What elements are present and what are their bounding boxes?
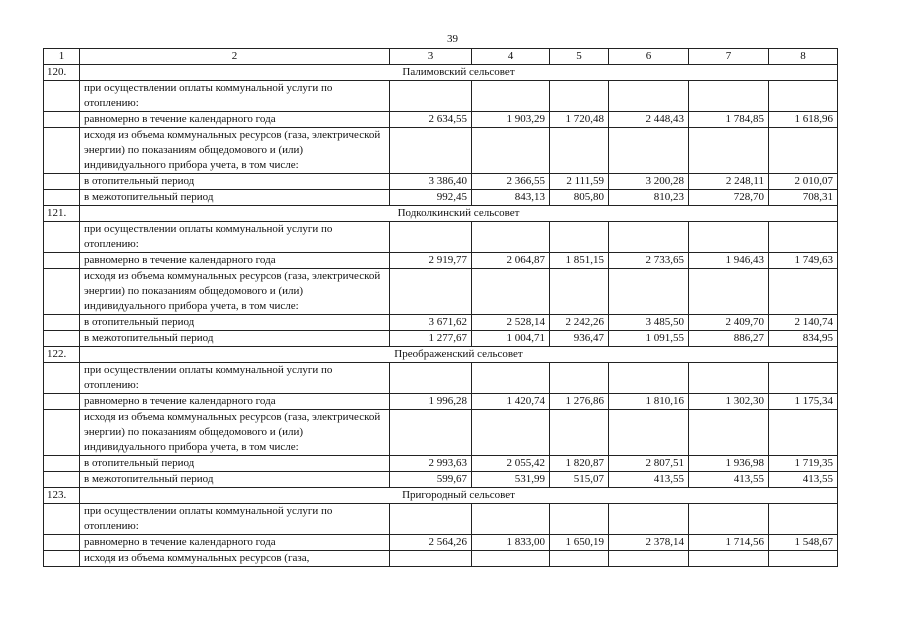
section-row	[44, 65, 838, 81]
empty-cell	[609, 81, 689, 112]
index-cell	[44, 551, 80, 567]
value-cell: 3 485,50	[609, 315, 689, 331]
row-label: равномерно в течение календарного года	[80, 112, 390, 128]
value-cell: 1 996,28	[390, 394, 472, 410]
row-label: равномерно в течение календарного года	[80, 535, 390, 551]
index-cell	[44, 472, 80, 488]
empty-cell	[472, 410, 550, 456]
value-cell: 1 004,71	[472, 331, 550, 347]
interheating-row	[44, 331, 838, 347]
value-cell: 531,99	[472, 472, 550, 488]
value-cell: 1 420,74	[472, 394, 550, 410]
empty-cell	[472, 222, 550, 253]
value-cell: 1 784,85	[689, 112, 769, 128]
header-cell: 8	[769, 49, 838, 65]
value-cell: 1 903,29	[472, 112, 550, 128]
empty-cell	[390, 363, 472, 394]
value-cell: 3 671,62	[390, 315, 472, 331]
header-cell: 7	[689, 49, 769, 65]
value-cell: 810,23	[609, 190, 689, 206]
value-cell: 1 749,63	[769, 253, 838, 269]
heating-row	[44, 456, 838, 472]
provision-label: при осуществлении оплаты коммунальной услуги по отоплению:	[80, 222, 390, 253]
empty-cell	[609, 128, 689, 174]
value-cell: 1 548,67	[769, 535, 838, 551]
value-cell: 2 733,65	[609, 253, 689, 269]
value-cell: 1 720,48	[550, 112, 609, 128]
empty-cell	[769, 551, 838, 567]
empty-cell	[390, 222, 472, 253]
index-cell	[44, 535, 80, 551]
based-on-label: исходя из объема коммунальных ресурсов (газа, электрической энергии) по показаниям общедомового и (или) индивидуального прибора учета, в том числе:	[80, 269, 390, 315]
section-name: Пригородный сельсовет	[80, 488, 838, 504]
empty-cell	[609, 269, 689, 315]
value-cell: 2 807,51	[609, 456, 689, 472]
empty-cell	[472, 269, 550, 315]
value-cell: 1 175,34	[769, 394, 838, 410]
empty-cell	[689, 551, 769, 567]
empty-cell	[550, 269, 609, 315]
uniform-row	[44, 535, 838, 551]
value-cell: 992,45	[390, 190, 472, 206]
empty-cell	[689, 81, 769, 112]
heating-row	[44, 174, 838, 190]
based-on-label: исходя из объема коммунальных ресурсов (газа, электрической энергии) по показаниям общедомового и (или) индивидуального прибора учета, в том числе:	[80, 410, 390, 456]
section-name: Подколкинский сельсовет	[80, 206, 838, 222]
index-cell	[44, 269, 80, 315]
uniform-row	[44, 394, 838, 410]
value-cell: 1 276,86	[550, 394, 609, 410]
empty-cell	[550, 551, 609, 567]
section-index: 123.	[44, 488, 80, 504]
value-cell: 1 719,35	[769, 456, 838, 472]
value-cell: 3 200,28	[609, 174, 689, 190]
value-cell: 2 366,55	[472, 174, 550, 190]
empty-cell	[472, 81, 550, 112]
value-cell: 1 277,67	[390, 331, 472, 347]
empty-cell	[609, 363, 689, 394]
column-number-row	[44, 49, 838, 65]
provision-row	[44, 363, 838, 394]
value-cell: 1 833,00	[472, 535, 550, 551]
value-cell: 2 378,14	[609, 535, 689, 551]
empty-cell	[769, 81, 838, 112]
empty-cell	[609, 222, 689, 253]
empty-cell	[689, 222, 769, 253]
value-cell: 2 010,07	[769, 174, 838, 190]
empty-cell	[390, 504, 472, 535]
value-cell: 1 936,98	[689, 456, 769, 472]
header-cell: 3	[390, 49, 472, 65]
index-cell	[44, 394, 80, 410]
value-cell: 2 993,63	[390, 456, 472, 472]
provision-row	[44, 81, 838, 112]
value-cell: 2 064,87	[472, 253, 550, 269]
based-on-label: исходя из объема коммунальных ресурсов (газа, электрической энергии) по показаниям общедомового и (или) индивидуального прибора учета, в том числе:	[80, 128, 390, 174]
row-label: в межотопительный период	[80, 472, 390, 488]
section-name: Преображенский сельсовет	[80, 347, 838, 363]
empty-cell	[390, 128, 472, 174]
value-cell: 1 946,43	[689, 253, 769, 269]
empty-cell	[769, 504, 838, 535]
section-index: 120.	[44, 65, 80, 81]
heating-row	[44, 315, 838, 331]
index-cell	[44, 363, 80, 394]
empty-cell	[472, 504, 550, 535]
provision-label: при осуществлении оплаты коммунальной услуги по отоплению:	[80, 81, 390, 112]
index-cell	[44, 410, 80, 456]
value-cell: 2 055,42	[472, 456, 550, 472]
row-label: в межотопительный период	[80, 190, 390, 206]
based-on-row	[44, 269, 838, 315]
empty-cell	[550, 128, 609, 174]
header-cell: 1	[44, 49, 80, 65]
empty-cell	[769, 269, 838, 315]
empty-cell	[769, 363, 838, 394]
value-cell: 805,80	[550, 190, 609, 206]
empty-cell	[689, 410, 769, 456]
empty-cell	[609, 551, 689, 567]
index-cell	[44, 81, 80, 112]
trailing-row	[44, 551, 838, 567]
value-cell: 3 386,40	[390, 174, 472, 190]
based-on-row	[44, 128, 838, 174]
provision-label: при осуществлении оплаты коммунальной услуги по отоплению:	[80, 504, 390, 535]
empty-cell	[609, 504, 689, 535]
empty-cell	[390, 410, 472, 456]
value-cell: 843,13	[472, 190, 550, 206]
header-cell: 2	[80, 49, 390, 65]
empty-cell	[550, 410, 609, 456]
empty-cell	[689, 128, 769, 174]
value-cell: 2 242,26	[550, 315, 609, 331]
row-label: в отопительный период	[80, 315, 390, 331]
empty-cell	[609, 410, 689, 456]
value-cell: 2 528,14	[472, 315, 550, 331]
index-cell	[44, 112, 80, 128]
index-cell	[44, 174, 80, 190]
empty-cell	[550, 222, 609, 253]
value-cell: 936,47	[550, 331, 609, 347]
value-cell: 1 820,87	[550, 456, 609, 472]
provision-row	[44, 504, 838, 535]
value-cell: 2 564,26	[390, 535, 472, 551]
empty-cell	[550, 504, 609, 535]
provision-label: при осуществлении оплаты коммунальной услуги по отоплению:	[80, 363, 390, 394]
empty-cell	[550, 81, 609, 112]
section-row	[44, 488, 838, 504]
index-cell	[44, 456, 80, 472]
value-cell: 413,55	[689, 472, 769, 488]
value-cell: 1 618,96	[769, 112, 838, 128]
empty-cell	[472, 363, 550, 394]
header-cell: 6	[609, 49, 689, 65]
based-on-row	[44, 410, 838, 456]
row-label: в отопительный период	[80, 174, 390, 190]
value-cell: 1 302,30	[689, 394, 769, 410]
index-cell	[44, 331, 80, 347]
index-cell	[44, 190, 80, 206]
empty-cell	[769, 410, 838, 456]
empty-cell	[390, 551, 472, 567]
empty-cell	[769, 128, 838, 174]
value-cell: 413,55	[609, 472, 689, 488]
tariff-table	[43, 48, 838, 567]
value-cell: 2 140,74	[769, 315, 838, 331]
interheating-row	[44, 190, 838, 206]
header-cell: 4	[472, 49, 550, 65]
empty-cell	[472, 551, 550, 567]
empty-cell	[550, 363, 609, 394]
uniform-row	[44, 112, 838, 128]
value-cell: 2 448,43	[609, 112, 689, 128]
value-cell: 728,70	[689, 190, 769, 206]
value-cell: 708,31	[769, 190, 838, 206]
value-cell: 2 634,55	[390, 112, 472, 128]
trailing-label: исходя из объема коммунальных ресурсов (газа,	[80, 551, 390, 567]
row-label: в отопительный период	[80, 456, 390, 472]
empty-cell	[390, 269, 472, 315]
row-label: в межотопительный период	[80, 331, 390, 347]
value-cell: 1 091,55	[609, 331, 689, 347]
empty-cell	[689, 504, 769, 535]
provision-row	[44, 222, 838, 253]
index-cell	[44, 253, 80, 269]
value-cell: 599,67	[390, 472, 472, 488]
value-cell: 1 714,56	[689, 535, 769, 551]
value-cell: 2 248,11	[689, 174, 769, 190]
value-cell: 1 851,15	[550, 253, 609, 269]
value-cell: 886,27	[689, 331, 769, 347]
index-cell	[44, 315, 80, 331]
value-cell: 834,95	[769, 331, 838, 347]
index-cell	[44, 128, 80, 174]
empty-cell	[689, 269, 769, 315]
value-cell: 1 650,19	[550, 535, 609, 551]
value-cell: 2 111,59	[550, 174, 609, 190]
interheating-row	[44, 472, 838, 488]
value-cell: 1 810,16	[609, 394, 689, 410]
index-cell	[44, 504, 80, 535]
empty-cell	[769, 222, 838, 253]
header-cell: 5	[550, 49, 609, 65]
row-label: равномерно в течение календарного года	[80, 253, 390, 269]
page-number: 39	[447, 33, 458, 45]
value-cell: 515,07	[550, 472, 609, 488]
empty-cell	[472, 128, 550, 174]
section-row	[44, 347, 838, 363]
section-name: Палимовский сельсовет	[80, 65, 838, 81]
section-index: 121.	[44, 206, 80, 222]
empty-cell	[390, 81, 472, 112]
empty-cell	[689, 363, 769, 394]
value-cell: 2 919,77	[390, 253, 472, 269]
uniform-row	[44, 253, 838, 269]
index-cell	[44, 222, 80, 253]
section-index: 122.	[44, 347, 80, 363]
value-cell: 2 409,70	[689, 315, 769, 331]
value-cell: 413,55	[769, 472, 838, 488]
section-row	[44, 206, 838, 222]
row-label: равномерно в течение календарного года	[80, 394, 390, 410]
